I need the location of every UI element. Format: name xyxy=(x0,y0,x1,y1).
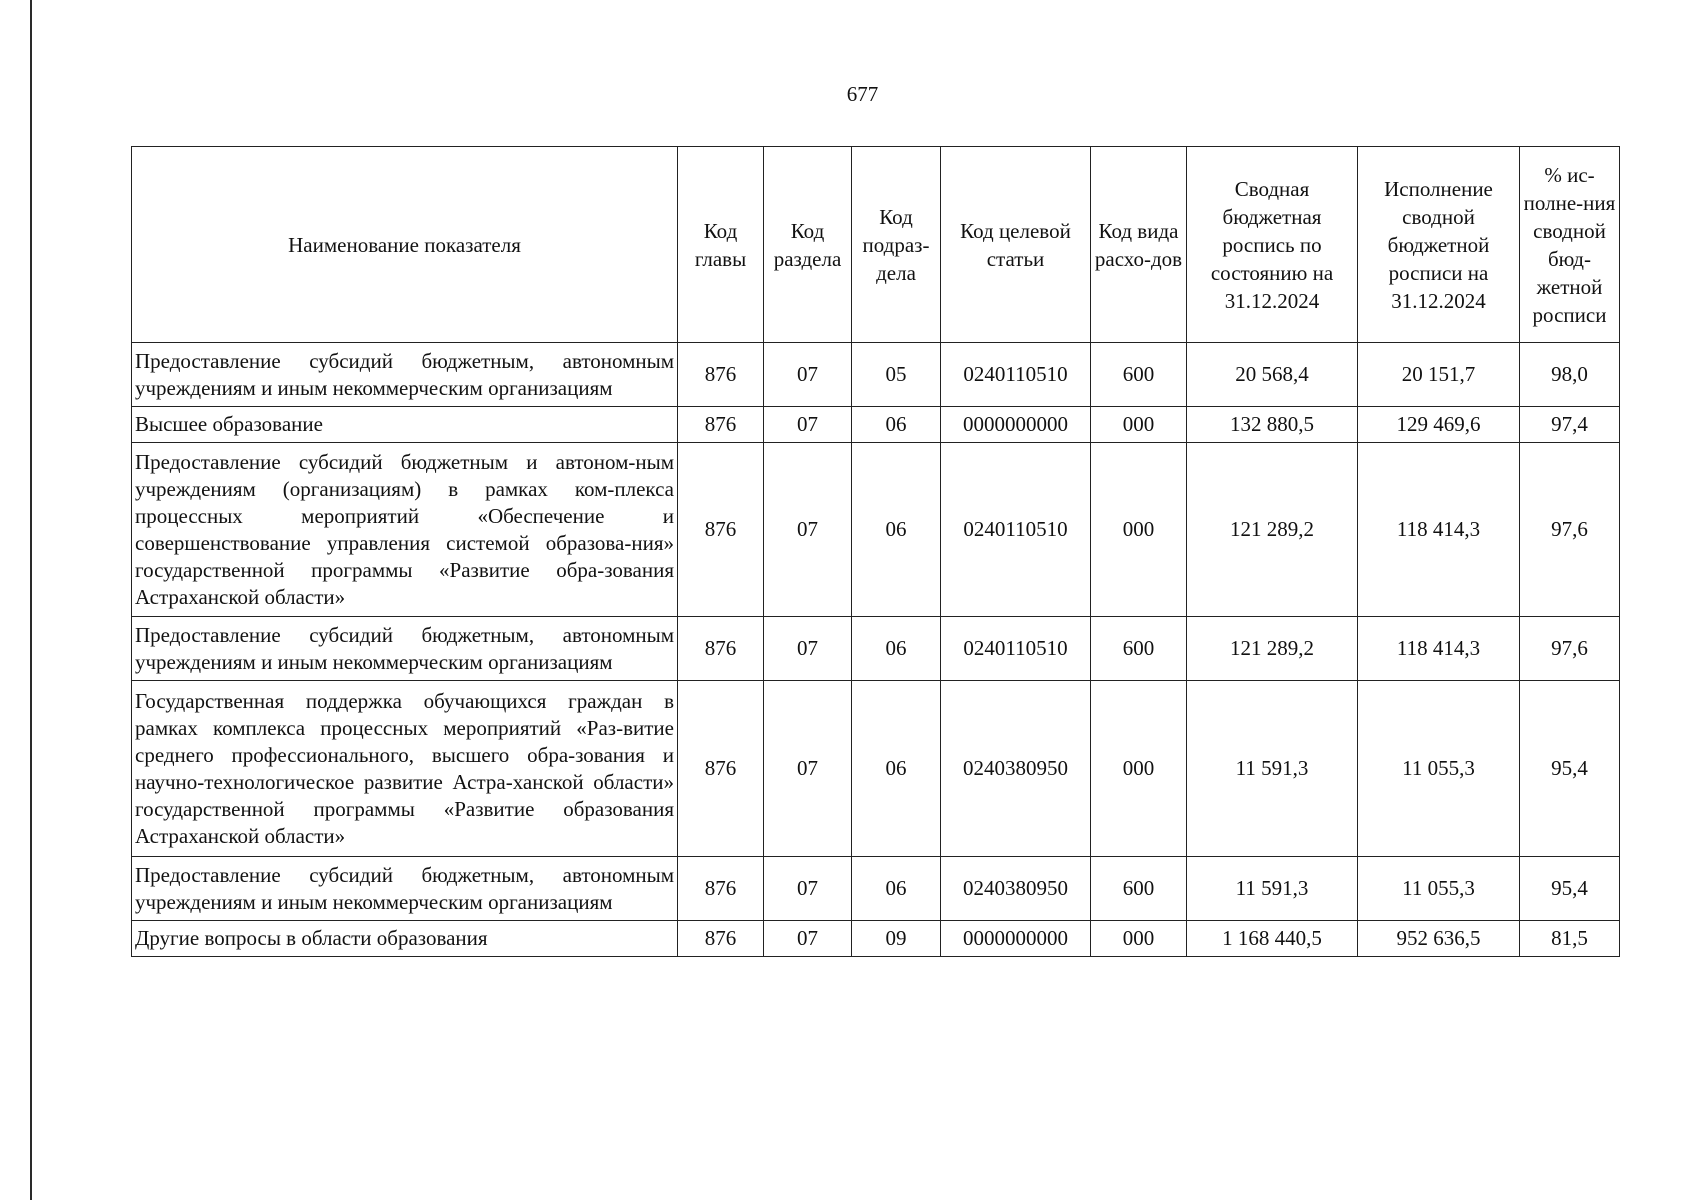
header-subsection-code: Код подраз-дела xyxy=(852,147,941,343)
cell-section: 07 xyxy=(764,407,852,443)
table-row xyxy=(132,617,1620,681)
header-expense-type-code: Код вида расхо-дов xyxy=(1091,147,1187,343)
cell-percent: 98,0 xyxy=(1520,343,1620,407)
cell-percent: 97,4 xyxy=(1520,407,1620,443)
table-row xyxy=(132,921,1620,957)
cell-subsection: 06 xyxy=(852,617,941,681)
cell-chapter: 876 xyxy=(678,857,764,921)
cell-execution: 118 414,3 xyxy=(1358,617,1520,681)
cell-percent: 95,4 xyxy=(1520,681,1620,857)
cell-percent: 81,5 xyxy=(1520,921,1620,957)
cell-plan: 132 880,5 xyxy=(1187,407,1358,443)
cell-subsection: 06 xyxy=(852,407,941,443)
cell-section: 07 xyxy=(764,921,852,957)
table-row xyxy=(132,407,1620,443)
cell-expense-type: 600 xyxy=(1091,857,1187,921)
cell-subsection: 06 xyxy=(852,857,941,921)
cell-target: 0240110510 xyxy=(941,443,1091,617)
cell-expense-type: 000 xyxy=(1091,407,1187,443)
cell-expense-type: 000 xyxy=(1091,681,1187,857)
cell-plan: 121 289,2 xyxy=(1187,617,1358,681)
page-number: 677 xyxy=(846,82,879,106)
cell-execution: 11 055,3 xyxy=(1358,681,1520,857)
cell-chapter: 876 xyxy=(678,443,764,617)
cell-chapter: 876 xyxy=(678,343,764,407)
cell-chapter: 876 xyxy=(678,681,764,857)
cell-execution: 952 636,5 xyxy=(1358,921,1520,957)
cell-subsection: 06 xyxy=(852,681,941,857)
cell-expense-type: 000 xyxy=(1091,921,1187,957)
cell-subsection: 09 xyxy=(852,921,941,957)
cell-percent: 95,4 xyxy=(1520,857,1620,921)
cell-name: Предоставление субсидий бюджетным, автономным учреждениям и иным некоммерческим организациям xyxy=(132,857,678,921)
cell-plan: 1 168 440,5 xyxy=(1187,921,1358,957)
cell-plan: 121 289,2 xyxy=(1187,443,1358,617)
cell-chapter: 876 xyxy=(678,921,764,957)
cell-name: Государственная поддержка обучающихся граждан в рамках комплекса процессных мероприятий «Раз-витие среднего профессионального, высшего обра-зования и научно-технологическое развитие Астра-ханской области» государственной программы «Развитие образования Астраханской области» xyxy=(132,681,678,857)
table-row xyxy=(132,681,1620,857)
table-row xyxy=(132,857,1620,921)
cell-percent: 97,6 xyxy=(1520,443,1620,617)
cell-target: 0240110510 xyxy=(941,343,1091,407)
header-name: Наименование показателя xyxy=(132,147,678,343)
budget-execution-table xyxy=(131,146,1620,957)
cell-execution: 129 469,6 xyxy=(1358,407,1520,443)
cell-target: 0240380950 xyxy=(941,681,1091,857)
cell-execution: 118 414,3 xyxy=(1358,443,1520,617)
cell-target: 0000000000 xyxy=(941,921,1091,957)
header-target-code: Код целевой статьи xyxy=(941,147,1091,343)
header-budget-plan: Сводная бюджетная роспись по состоянию на 31.12.2024 xyxy=(1187,147,1358,343)
cell-section: 07 xyxy=(764,343,852,407)
cell-percent: 97,6 xyxy=(1520,617,1620,681)
cell-target: 0240110510 xyxy=(941,617,1091,681)
cell-section: 07 xyxy=(764,617,852,681)
cell-expense-type: 000 xyxy=(1091,443,1187,617)
cell-plan: 11 591,3 xyxy=(1187,681,1358,857)
cell-execution: 11 055,3 xyxy=(1358,857,1520,921)
cell-plan: 20 568,4 xyxy=(1187,343,1358,407)
table-header-row xyxy=(132,147,1620,343)
cell-plan: 11 591,3 xyxy=(1187,857,1358,921)
cell-section: 07 xyxy=(764,857,852,921)
cell-subsection: 06 xyxy=(852,443,941,617)
cell-name: Предоставление субсидий бюджетным и автоном-ным учреждениям (организациям) в рамках ком-плекса процессных мероприятий «Обеспечение и совершенствование управления системой образова-ния» государственной программы «Развитие обра-зования Астраханской области» xyxy=(132,443,678,617)
scan-edge-line xyxy=(30,0,32,1200)
cell-name: Предоставление субсидий бюджетным, автономным учреждениям и иным некоммерческим организациям xyxy=(132,617,678,681)
cell-section: 07 xyxy=(764,443,852,617)
cell-name: Предоставление субсидий бюджетным, автономным учреждениям и иным некоммерческим организациям xyxy=(132,343,678,407)
header-execution: Исполнение сводной бюджетной росписи на 31.12.2024 xyxy=(1358,147,1520,343)
table-row xyxy=(132,343,1620,407)
cell-chapter: 876 xyxy=(678,617,764,681)
cell-expense-type: 600 xyxy=(1091,343,1187,407)
cell-chapter: 876 xyxy=(678,407,764,443)
cell-target: 0240380950 xyxy=(941,857,1091,921)
cell-target: 0000000000 xyxy=(941,407,1091,443)
cell-name: Высшее образование xyxy=(132,407,678,443)
header-chapter-code: Код главы xyxy=(678,147,764,343)
cell-name: Другие вопросы в области образования xyxy=(132,921,678,957)
cell-section: 07 xyxy=(764,681,852,857)
cell-subsection: 05 xyxy=(852,343,941,407)
cell-execution: 20 151,7 xyxy=(1358,343,1520,407)
cell-expense-type: 600 xyxy=(1091,617,1187,681)
header-percent: % ис-полне-ния сводной бюд-жетной росписи xyxy=(1520,147,1620,343)
table-row xyxy=(132,443,1620,617)
header-section-code: Код раздела xyxy=(764,147,852,343)
